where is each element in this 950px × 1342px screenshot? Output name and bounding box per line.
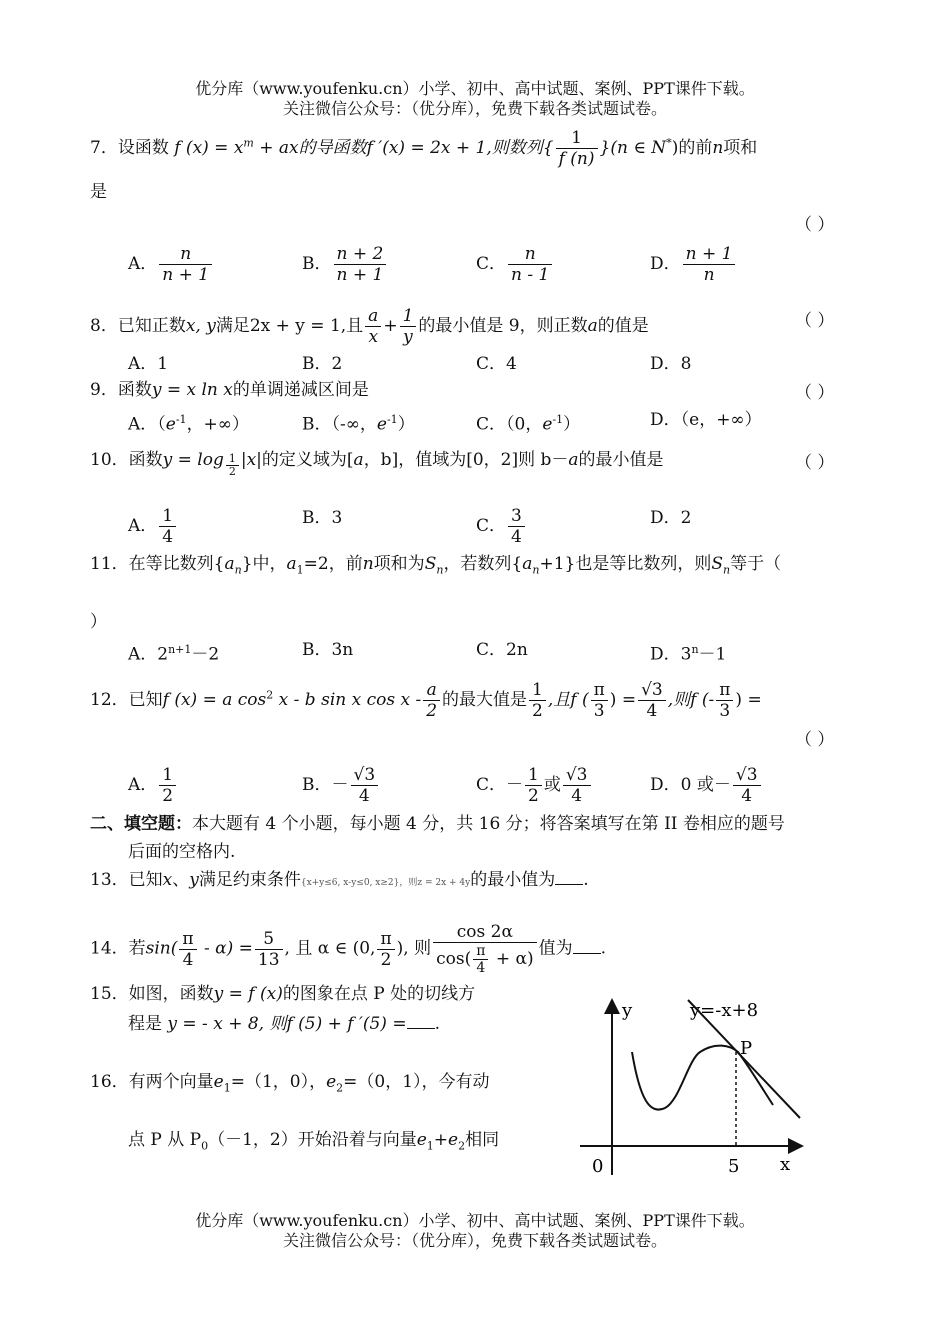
q9-option-d: D．（e，+∞）: [650, 410, 762, 430]
q12-option-c: C．－ $\frac{1}{2}$ 或 $\frac{√3}{4}$: [476, 765, 593, 806]
question-10: 10．函数y = log $\frac{1}{2}$ |x|的定义域为[a，b]，值域为[0，2]则 b－a的最小值是: [90, 450, 664, 478]
q10-option-a: A． $\frac{1}{4}$: [128, 506, 178, 547]
question-16-line2: 点 P 从 $P_0(-1$，2）开始沿着与向量$e_1+e_2$相同: [128, 1130, 500, 1153]
q11-option-d: D．$3^n-1$: [650, 643, 727, 665]
question-11: 11．在等比数列$\{a_n\}$中，$a_1=2$，前n项和为$S_n$，若数列$\{a_n+1\}$也是等比数列，则$S_n$等于（: [90, 554, 782, 577]
question-9: 9．函数y = x ln x的单调递减区间是: [90, 380, 369, 400]
q8-option-d: D．8: [650, 354, 692, 374]
question-7: 7．设函数 f $(x) = x^m$ + ax的导函数f ′(x) = 2x + 1,则数列{ $\frac{1}{f (n)}$ }(n ∈ N*)的前n项和: [90, 128, 758, 169]
q11-option-b: B．3n: [302, 640, 354, 660]
q7-option-b: B． $\frac{n + 2}{n + 1}$: [302, 244, 388, 285]
function-graph-figure: [570, 990, 810, 1185]
q7-option-c: C． $\frac{n}{n - 1}$: [476, 244, 554, 285]
x-tick-5: 5: [728, 1156, 740, 1177]
q8-option-c: C．4: [476, 354, 517, 374]
q12-option-b: B．－ $\frac{√3}{4}$: [302, 765, 380, 806]
answer-paren-9: （ ）: [795, 383, 835, 403]
answer-paren-8: （ ）: [795, 311, 835, 331]
answer-paren-12: （ ）: [795, 730, 835, 750]
question-8: 8．已知正数x, y满足2x + y = 1,且 $\frac{a}{x}$ + $\frac{1}{y}$ 的最小值是 9，则正数a的值是: [90, 306, 649, 347]
q10-option-b: B．3: [302, 508, 343, 528]
header-line-1: 优分库（www.youfenku.cn）小学、初中、高中试题、案例、PPT课件下载。: [195, 79, 755, 98]
y-axis-label: y: [622, 1000, 633, 1021]
q11-option-a: A．$2^{n+1}-2$: [128, 643, 220, 665]
q10-option-d: D．2: [650, 508, 692, 528]
header-line-2: 关注微信公众号：（优分库），免费下载各类试题试卷。: [282, 99, 667, 118]
q9-option-b: B．（-∞，$e^{-1}$）: [302, 413, 415, 435]
q7-option-d: D． $\frac{n + 1}{n}$: [650, 244, 737, 285]
question-15-line2: 程是 y = - x + 8, 则f (5) + f ′(5) = .: [128, 1014, 440, 1034]
q8-option-a: A．1: [128, 354, 169, 374]
question-7-line2: 是: [90, 182, 107, 202]
q7-option-a: A． $\frac{n}{n + 1}$: [128, 244, 214, 285]
q9-option-c: C．（0，$e^{-1}$）: [476, 413, 581, 435]
section-2-line2: 后面的空格内.: [128, 842, 236, 862]
footer-line-1: 优分库（www.youfenku.cn）小学、初中、高中试题、案例、PPT课件下载。: [195, 1211, 755, 1230]
question-13: 13．已知x、y满足约束条件{x+y≤6, x-y≤0, x≥2}，则z = 2x + 4y的最小值为 .: [90, 870, 589, 890]
section-2-line1: 二、填空题：本大题有 4 个小题，每小题 4 分，共 16 分；将答案填写在第 II 卷相应的题号: [90, 814, 785, 834]
question-15: 15．如图，函数y = f (x)的图象在点 P 处的切线方: [90, 984, 476, 1004]
answer-paren-7: （ ）: [795, 215, 835, 235]
q12-option-d: D．0 或－ $\frac{√3}{4}$: [650, 765, 763, 806]
point-p-label: P: [740, 1038, 753, 1059]
q8-option-b: B．2: [302, 354, 343, 374]
footer-line-2: 关注微信公众号：（优分库），免费下载各类试题试卷。: [282, 1231, 667, 1250]
q10-option-c: C． $\frac{3}{4}$: [476, 506, 527, 547]
x-axis-label: x: [780, 1154, 791, 1175]
tangent-label: y=-x+8: [690, 1000, 759, 1021]
question-12: 12．已知f (x) = a $\cos^2 x$ - b sin x cos x - $\frac{a}{2}$ 的最大值是 $\frac{1}{2}$ ,且f ( $\frac{\pi}{3}$ ) = $\frac{√3}{4}$ ,则f (- $\frac{\pi}{3}$ ) =: [90, 680, 762, 721]
q12-option-a: A． $\frac{1}{2}$: [128, 765, 178, 806]
question-16: 16．有两个向量$e_1=(1$，0），$e_2=(0$，1），今有动: [90, 1072, 490, 1095]
q11-option-c: C．2n: [476, 640, 528, 660]
origin-label: 0: [592, 1156, 604, 1177]
answer-paren-10: （ ）: [795, 453, 835, 473]
q9-option-a: A．（$e^{-1}$，+∞）: [128, 413, 249, 435]
question-14: 14．若sin( $\frac{\pi}{4}$ - α) = $\frac{5}{13}$ , 且 α ∈ (0, $\frac{\pi}{2}$ ), 则 cos 2α cos( $\frac{\pi}{4}$ + α) 值为 .: [90, 922, 607, 976]
question-11-line2: ）: [90, 612, 107, 632]
